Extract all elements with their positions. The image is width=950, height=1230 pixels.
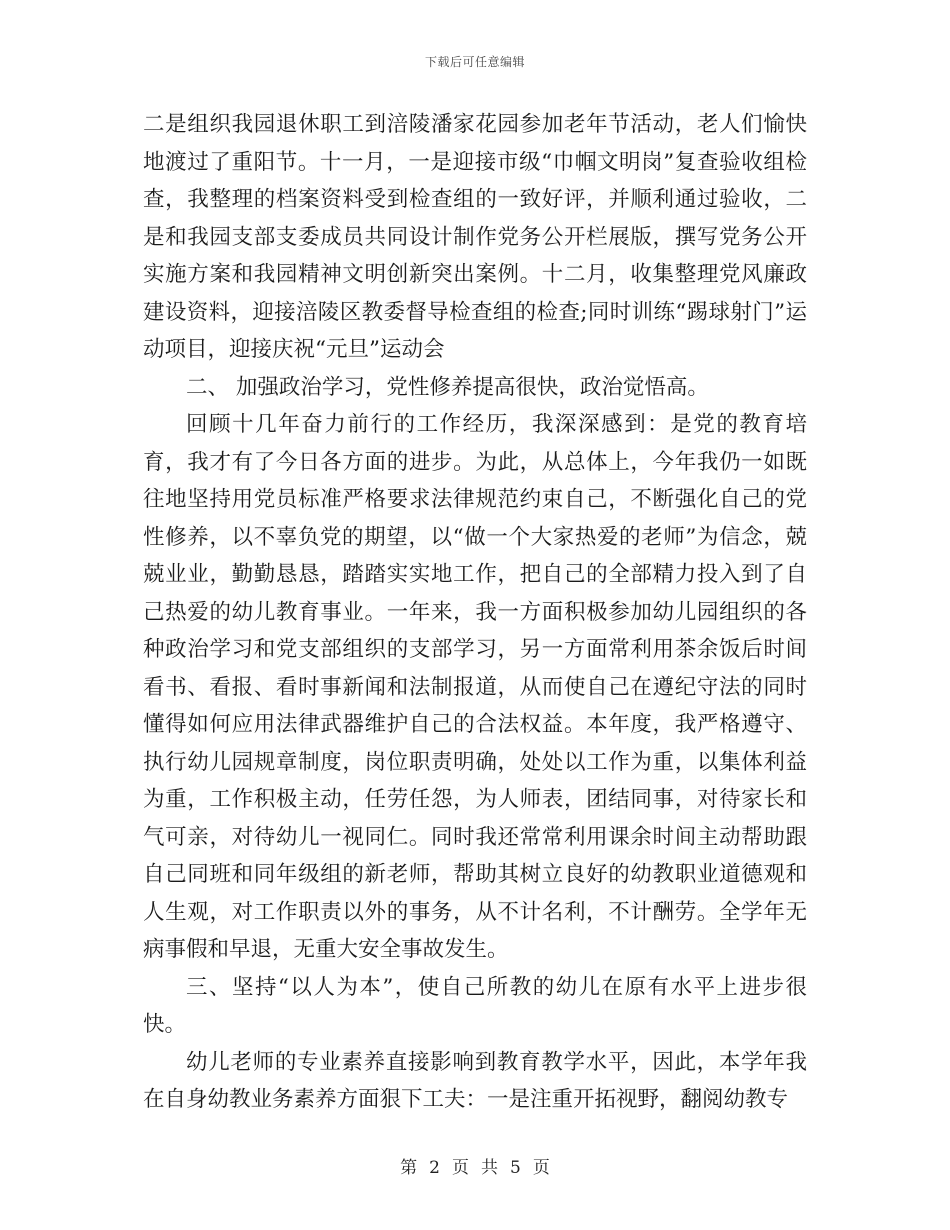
section-heading-two: 二、 加强政治学习，党性修养提高很快，政治觉悟高。 <box>186 374 709 400</box>
footer-prefix: 第 <box>400 1158 418 1178</box>
document-body <box>143 106 807 1119</box>
page-header-note: 下载后可任意编辑 <box>424 55 525 69</box>
footer-total-pages: 5 <box>510 1158 521 1178</box>
paragraph-political-study: 回顾十几年奋力前行的工作经历，我深深感到：是党的教育培育，我才有了今日各方面的进步。为此，从总体上，今年我仍一如既往地坚持用党员标准严格要求法律规范约束自己，不断强化自己的党性修养，以不辜负党的期望，以“做一个大家热爱的老师”为信念，兢兢业业，勤勤恳恳，踏踏实实地工作，把自己的全部精力投入到了自己热爱的幼儿教育事业。一年来，我一方面积极参加幼儿园组织的各种政治学习和党支部组织的支部学习，另一方面常利用茶余饭后时间看书、看报、看时事新闻和法制报道，从而使自己在遵纪守法的同时懂得如何应用法律武器维护自己的合法权益。本年度，我严格遵守、执行幼儿园规章制度，岗位职责明确，处处以工作为重，以集体利益为重，工作积极主动，任劳任怨，为人师表，团结同事，对待家长和气可亲，对待幼儿一视同仁。同时我还常常利用课余时间主动帮助跟自己同班和同年级组的新老师，帮助其树立良好的幼教职业道德观和人生观，对工作职责以外的事务，从不计名利，不计酬劳。全学年无病事假和早退，无重大安全事故发生。 <box>143 412 807 962</box>
paragraph-professional-quality: 幼儿老师的专业素养直接影响到教育教学水平，因此，本学年我在自身幼教业务素养方面狠下工夫：一是注重开拓视野，翻阅幼教专 <box>143 1049 807 1112</box>
footer-page-unit: 页 <box>452 1158 469 1178</box>
footer-current-page: 2 <box>429 1158 440 1178</box>
footer-total-prefix: 共 <box>481 1158 498 1178</box>
page-number-footer <box>0 1153 950 1178</box>
paragraph-continuation: 二是组织我园退休职工到涪陵潘家花园参加老年节活动，老人们愉快地渡过了重阳节。十一月，一是迎接市级“巾帼文明岗”复查验收组检查，我整理的档案资料受到检查组的一致好评，并顺利通过验收，二是和我园支部支委成员共同设计制作党务公开栏展版，撰写党务公开实施方案和我园精神文明创新突出案例。十二月，收集整理党风廉政建设资料，迎接涪陵区教委督导检查组的检查;同时训练“踢球射门”运动项目，迎接庆祝“元旦”运动会 <box>143 112 807 362</box>
section-heading-three: 三、坚持“以人为本”，使自己所教的幼儿在原有水平上进步很快。 <box>143 974 807 1037</box>
footer-total-unit: 页 <box>532 1158 550 1178</box>
